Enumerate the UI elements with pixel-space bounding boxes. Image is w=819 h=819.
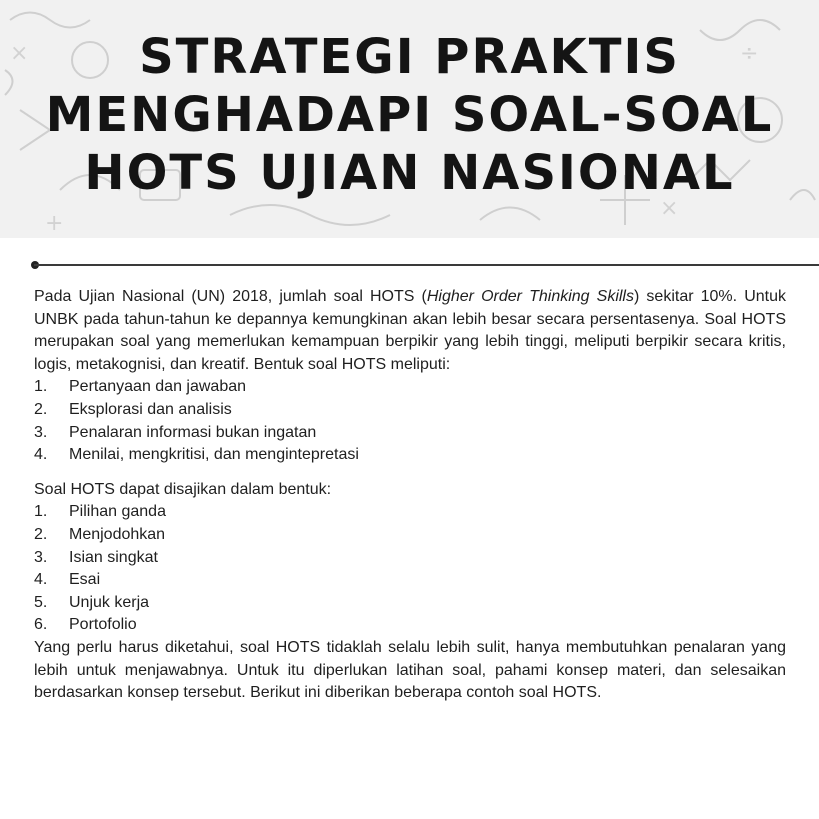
list-text: Menilai, mengkritisi, dan mengintepretasi: [69, 446, 359, 464]
intro-text: ) sekitar 10%. Untuk UNBK pada tahun-tahun ke depannya kemungkinan akan lebih besar secara persentasenya. Soal HOTS merupakan soal yang memerlukan kemampuan berpikir yang lebih tinggi, meliputi berpikir secara kritis, logis, metakognisi, dan kreatif. Bentuk soal HOTS meliputi:: [34, 288, 786, 373]
doodle-glyph: +: [45, 211, 64, 236]
list-item: [34, 376, 786, 399]
doodle-glyph: ×: [660, 196, 679, 221]
list-number: 2.: [34, 525, 48, 543]
list-number: 3.: [34, 548, 48, 566]
list-item: [34, 501, 786, 524]
divider-line: [34, 264, 819, 266]
title-line: MENGHADAPI SOAL-SOAL: [45, 87, 774, 143]
page-title: [0, 28, 819, 202]
hots-forms-list: [34, 376, 786, 466]
intro-italic: Higher Order Thinking Skills: [426, 288, 634, 305]
intro-paragraph: [34, 286, 786, 376]
closing-paragraph: Yang perlu harus diketahui, soal HOTS tidaklah selalu lebih sulit, hanya membutuhkan penalaran yang lebih untuk menjawabnya. Untuk itu diperlukan latihan soal, pahami konsep materi, dan selesaikan berdasarkan konsep tersebut. Berikut ini diberikan beberapa contoh soal HOTS.: [34, 638, 786, 702]
list-text: Unjuk kerja: [69, 593, 150, 611]
list-text: Portofolio: [69, 616, 137, 634]
list-item: [34, 399, 786, 422]
list-text: Isian singkat: [69, 548, 158, 566]
list-number: 2.: [34, 400, 48, 418]
list-number: 4.: [34, 571, 48, 589]
presentation-paragraph: Soal HOTS dapat disajikan dalam bentuk:: [34, 480, 332, 498]
list-text: Menjodohkan: [69, 525, 166, 543]
title-line: HOTS UJIAN NASIONAL: [84, 145, 735, 201]
header-banner: [0, 0, 819, 238]
list-item: [34, 569, 786, 592]
list-number: 5.: [34, 593, 48, 611]
list-text: Eksplorasi dan analisis: [69, 400, 232, 418]
doodle-glyph: ÷: [740, 41, 759, 66]
article-body: [34, 286, 786, 706]
title-line: STRATEGI PRAKTIS: [139, 29, 680, 85]
list-number: 3.: [34, 423, 48, 441]
list-item: [34, 422, 786, 445]
spacer: [34, 467, 786, 479]
list-number: 4.: [34, 446, 48, 464]
list-item: [34, 524, 786, 547]
list-number: 1.: [34, 503, 48, 521]
doodle-glyph: ×: [10, 41, 29, 66]
list-number: 1.: [34, 378, 48, 396]
list-text: Pertanyaan dan jawaban: [69, 378, 247, 396]
list-text: Esai: [69, 571, 101, 589]
list-text: Penalaran informasi bukan ingatan: [69, 423, 317, 441]
list-number: 6.: [34, 616, 48, 634]
list-text: Pilihan ganda: [69, 503, 166, 521]
list-item: [34, 547, 786, 570]
presentation-list: [34, 501, 786, 637]
list-item: [34, 614, 786, 637]
intro-text: Pada Ujian Nasional (UN) 2018, jumlah soal HOTS (: [34, 288, 427, 305]
list-item: [34, 592, 786, 615]
list-item: [34, 444, 786, 467]
